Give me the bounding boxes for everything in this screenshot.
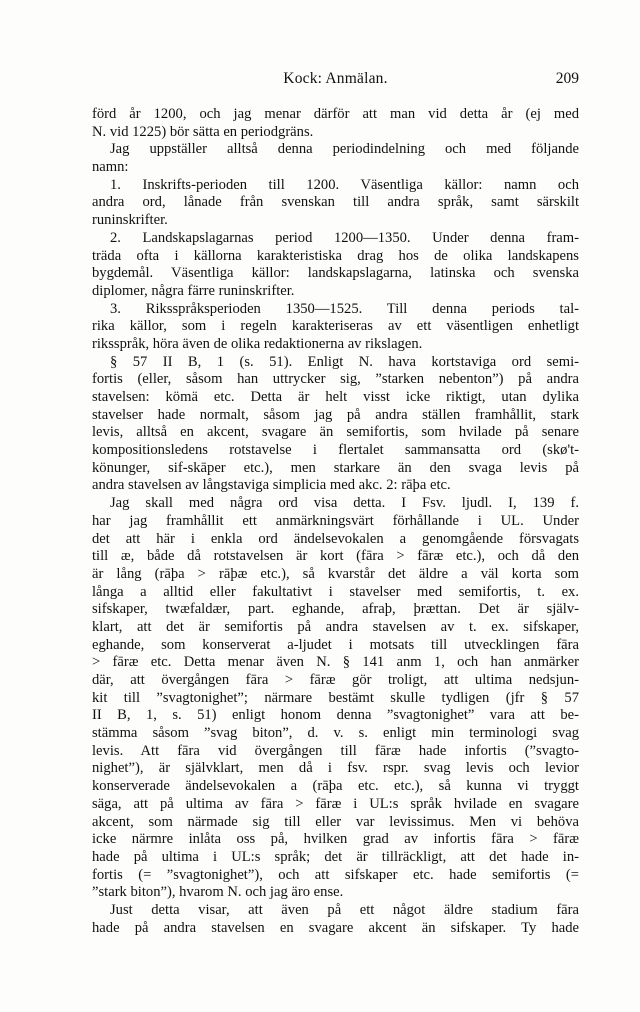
- text-line: namn:: [92, 159, 129, 176]
- text-line: rika källor, som i regeln karakteriseras av ett väsentligen enhetligt: [92, 318, 579, 335]
- text-line: till æ, både då rotstavelsen är kort (fāra > fāræ etc.), och då den: [92, 548, 579, 565]
- text-line: > fāræ etc. Detta menar även N. § 141 anm 1, och han anmärker: [92, 654, 579, 671]
- text-line: stavelser hade normalt, såsom jag på andra ställen framhållit, stark: [92, 406, 579, 423]
- text-line: sifskaper, twæfaldær, part. eghande, afraþ, þrættan. Det är själv-: [92, 601, 579, 618]
- text-line: Jag uppställer alltså denna periodindelning och med följande: [110, 141, 579, 158]
- text-line: akcent, som närmade sig till eller var levissimus. Men vi behöva: [92, 813, 579, 830]
- text-line: säga, att på ultima av fāra > fāræ i UL:s språk hvilade en svagare: [92, 795, 579, 812]
- text-line: N. vid 1225) bör sätta en periodgräns.: [92, 123, 314, 140]
- text-line: träda ofta i källorna karakteristiska drag hos de olika landskapens: [92, 247, 579, 264]
- text-line: kit till ”svagtonighet”; närmare bestämt skulle tydligen (jfr § 57: [92, 689, 579, 706]
- text-line: andra ord, lånade från svenskan till andra språk, samt särskilt: [92, 194, 579, 211]
- text-line: andra stavelsen av långstaviga simplicia med akc. 2: rāþa etc.: [92, 477, 451, 494]
- text-line: § 57 II B, 1 (s. 51). Enligt N. hava kortstaviga ord semi-: [110, 353, 579, 370]
- running-title: Kock: Anmälan.: [283, 70, 388, 87]
- text-line: stämma såsom ”svag biton”, d. v. s. enligt min terminologi svag: [92, 725, 579, 742]
- text-line: är lång (rāþa > rāþæ etc.), så kvarstår det äldre a väl korta som: [92, 565, 579, 582]
- text-line: levis, alltså en akcent, svagare än semifortis, som hvilade på senare: [92, 424, 579, 441]
- text-line: har jag framhållit ett anmärkningsvärt förhållande i UL. Under: [92, 512, 579, 529]
- text-line: fortis (= ”svagtonighet”), och att sifskaper etc. hade semifortis (=: [92, 866, 579, 883]
- text-line: fortis (eller, såsom han uttrycker sig, ”starken nebenton”) på andra: [92, 371, 579, 388]
- text-line: hade på ultima i UL:s språk; det är tillräckligt, att det hade in-: [92, 848, 579, 865]
- text-line: levis. Att fāra vid övergången till fāræ hade infortis (”svagto-: [92, 742, 579, 759]
- text-line: där, att övergången fāra > fāræ gör troligt, att ultima nedsjun-: [92, 672, 579, 688]
- text-line: konserverade ändelsevokalen a (rāþa etc. etc.), så kunna vi tryggt: [92, 778, 579, 795]
- text-line: hade på andra stavelsen en svagare akcent än sifskaper. Ty hade: [92, 919, 579, 936]
- text-line: 1. Inskrifts-perioden till 1200. Väsentliga källor: namn och: [110, 176, 579, 193]
- text-line: könunger, sif-skāper etc.), men starkare än den svaga levis på: [92, 459, 579, 476]
- text-line: klart, att det är semifortis på andra stavelsen av t. ex. sifskaper,: [92, 618, 579, 635]
- body-text: [92, 106, 579, 937]
- text-line: runinskrifter.: [92, 212, 168, 229]
- text-line: diplomer, några färre runinskrifter.: [92, 282, 295, 299]
- page-number: 209: [555, 70, 579, 87]
- text-line: ”stark biton”), hvarom N. och jag äro ense.: [92, 884, 344, 901]
- text-line: kompositionsledens rotstavelse i flertalet sammansatta ord (skø't-: [92, 442, 579, 459]
- running-head: [92, 70, 579, 94]
- text-line: nighet”), är självklart, men då i fsv. rspr. svag levis och levior: [92, 760, 579, 777]
- text-line: Just detta visar, att även på ett något äldre stadium fāra: [110, 901, 579, 918]
- text-line: förd år 1200, och jag menar därför att man vid detta år (ej med: [92, 106, 579, 122]
- text-line: bygdemål. Väsentliga källor: landskapslagarna, latinska och svenska: [92, 265, 579, 282]
- text-line: II B, 1, s. 51) enligt honom denna ”svagtonighet” vara att be-: [92, 707, 579, 724]
- text-line: det att här i enkla ord ändelsevokalen a genomgående försvagats: [92, 530, 579, 547]
- text-line: stavelsen: kömä etc. Detta är helt visst icke riktigt, utan dylika: [92, 389, 579, 405]
- text-line: Jag skall med några ord visa detta. I Fsv. ljudl. I, 139 f.: [110, 495, 579, 512]
- text-line: långa a alltid eller fakultativt i stavelser med semifortis, t. ex.: [92, 583, 579, 600]
- text-line: 3. Riksspråksperioden 1350—1525. Till denna periods tal-: [110, 300, 579, 317]
- text-line: eghande, som konserverat a-ljudet i motsats till utvecklingen fāra: [92, 636, 579, 653]
- text-line: riksspråk, höra även de olika redaktionerna av rikslagen.: [92, 335, 423, 352]
- text-line: icke närmre inlåta oss på, hvilken grad av infortis fāra > fāræ: [92, 831, 579, 848]
- text-line: 2. Landskapslagarnas period 1200—1350. Under denna fram-: [110, 229, 579, 246]
